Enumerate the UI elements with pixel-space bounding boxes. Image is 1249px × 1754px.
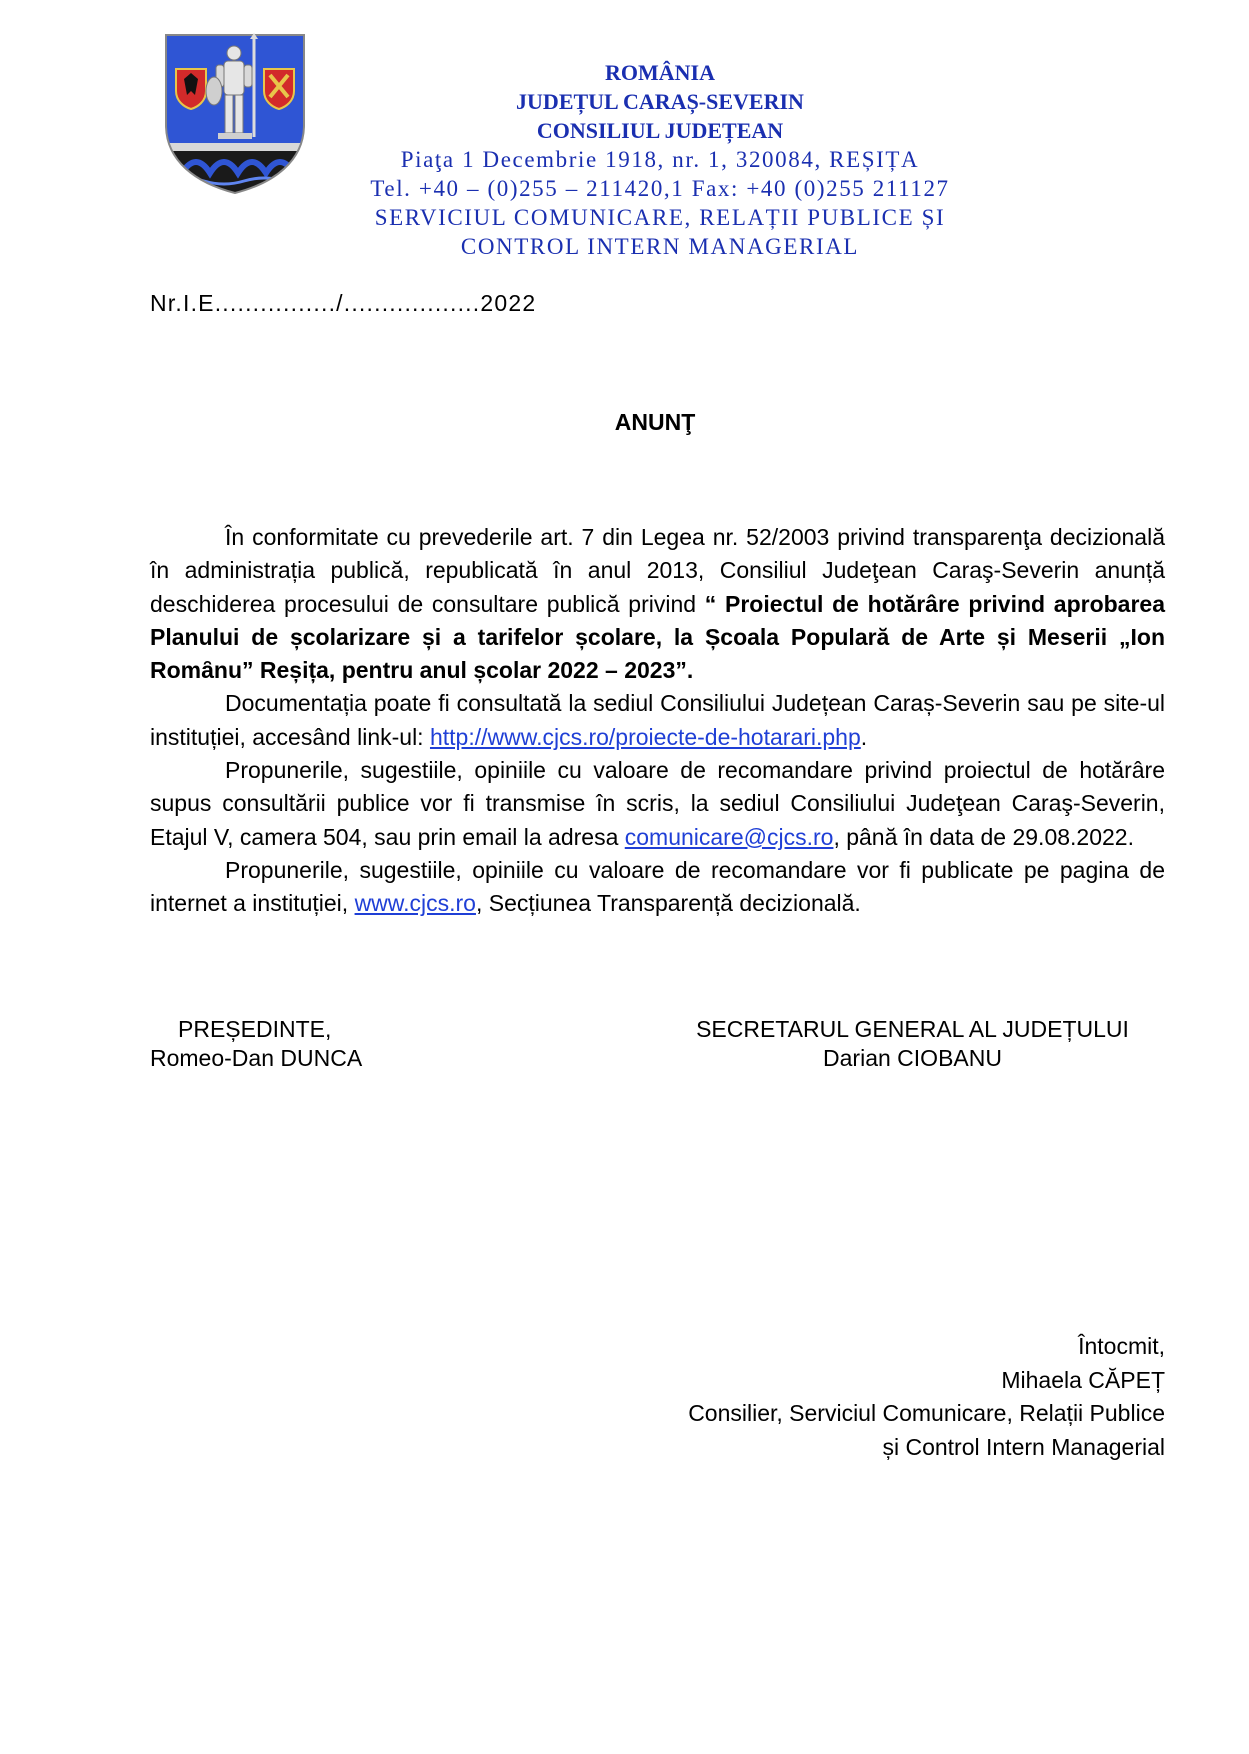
project-title: “ Proiectul de hotărâre privind aprobarea Planului de școlarizare și a tarifelor școlare, la Școala Populară de Arte și Meserii „Ion Romȃnu” Reșița, pentru anul școlar 2022 – 2023”. <box>150 590 1166 684</box>
department-name-line1: SERVICIUL COMUNICARE, RELAȚII PUBLICE ȘI <box>374 205 946 230</box>
paragraph-text: , Secțiunea Transparență decizională. <box>475 890 861 917</box>
country-name: ROMÂNIA <box>605 60 715 85</box>
prepared-label: Întocmit, <box>1078 1333 1165 1359</box>
paragraph-publication <box>150 854 1165 921</box>
prepared-position-line1: Consilier, Serviciul Comunicare, Relații Publice <box>688 1400 1165 1426</box>
document-title: ANUNŢ <box>614 409 696 435</box>
secretary-signature-block <box>665 1015 1160 1073</box>
paragraph-text: , până în data de 29.08.2022. <box>833 823 1134 850</box>
paragraph-text: În conformitate cu prevederile art. 7 din Legea nr. 52/2003 privind transparenţa decizională în administrația publică, republicată în anul 2013, Consiliul Judeţean Caraş-Severin anunță deschiderea procesului de consultare publică privind <box>150 524 1165 617</box>
paragraph-text: Propunerile, sugestiile, opiniile cu valoare de recomandare privind proiectul de hotărâre supus consultării publice vor fi transmise în scris, la sediul Consiliului Judeţean Caraş-Severin, Etajul V, camera 504, sau prin email la adresa <box>150 757 1165 850</box>
registration-number: Nr.I.E................/..................2022 <box>150 290 537 316</box>
institution-phone: Tel. +40 – (0)255 – 211420,1 Fax: +40 (0)255 211127 <box>370 176 950 201</box>
department-name-line2: CONTROL INTERN MANAGERIAL <box>460 234 860 259</box>
paragraph-text: Documentația poate fi consultată la sediul Consiliului Județean Caraș-Severin sau pe site-ul instituției, accesând link-ul: <box>150 690 1165 750</box>
president-name: Romeo-Dan DUNCA <box>150 1045 363 1071</box>
projects-link[interactable]: http://www.cjcs.ro/proiecte-de-hotarari.php <box>429 723 861 750</box>
paragraph-submission <box>150 754 1165 854</box>
prepared-name: Mihaela CĂPEȚ <box>1001 1366 1165 1393</box>
county-coat-of-arms-icon <box>164 33 306 195</box>
email-link[interactable]: comunicare@cjcs.ro <box>624 823 834 850</box>
president-signature-block <box>150 1015 362 1073</box>
paragraph-text: . <box>860 723 868 750</box>
letterhead <box>300 58 1020 261</box>
announcement-body <box>150 521 1165 921</box>
paragraph-documentation <box>150 687 1165 754</box>
secretary-name: Darian CIOBANU <box>823 1045 1002 1071</box>
website-link[interactable]: www.cjcs.ro <box>354 890 476 917</box>
prepared-position-line2: și Control Intern Managerial <box>882 1433 1165 1460</box>
prepared-by-block <box>688 1330 1165 1464</box>
county-name: JUDEȚUL CARAȘ-SEVERIN <box>516 89 804 114</box>
secretary-role: SECRETARUL GENERAL AL JUDEȚULUI <box>696 1016 1129 1042</box>
institution-name: CONSILIUL JUDEȚEAN <box>536 118 784 143</box>
institution-address: Piaţa 1 Decembrie 1918, nr. 1, 320084, REȘIȚA <box>400 147 920 172</box>
president-role: PREȘEDINTE, <box>178 1016 332 1042</box>
paragraph-consultation <box>150 521 1165 687</box>
paragraph-text: Propunerile, sugestiile, opiniile cu valoare de recomandare vor fi publicate pe pagina de internet a instituției, <box>150 856 1165 917</box>
